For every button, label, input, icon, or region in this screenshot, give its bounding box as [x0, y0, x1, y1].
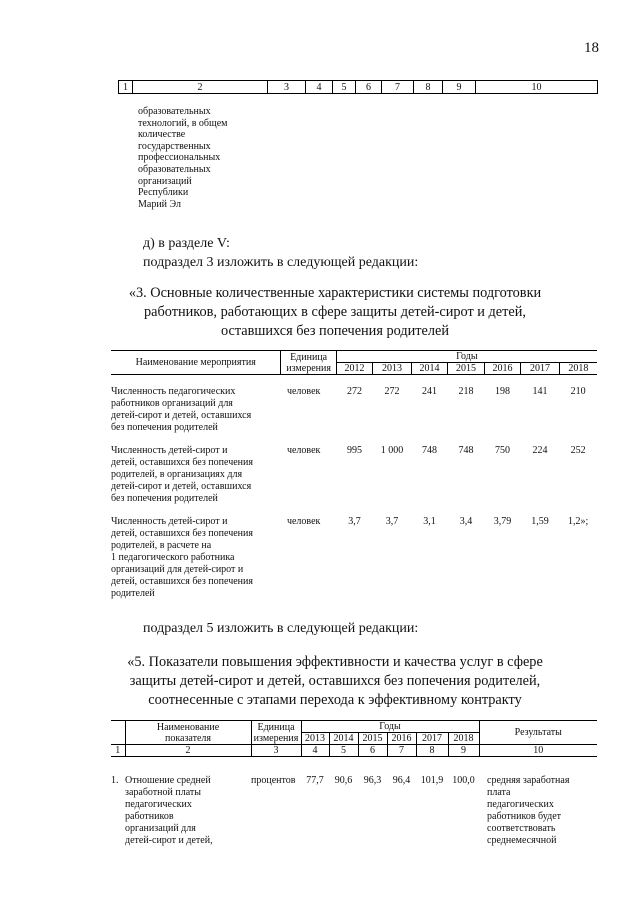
row-unit: человек: [286, 386, 321, 397]
heading-line: защиты детей-сирот и детей, оставшихся без попечения родителей,: [129, 673, 541, 689]
text-line: технологий, в общем: [138, 117, 228, 129]
header-name: Наименование показателя: [125, 721, 251, 745]
section-v-line: д) в разделе V:: [143, 236, 230, 251]
efficiency-indicators-table: [111, 720, 597, 847]
cell-value: 750: [495, 445, 510, 456]
text-line: государственных: [138, 140, 211, 152]
heading-line: оставшихся без попечения родителей: [220, 323, 450, 339]
cell-value: 3,7: [348, 516, 361, 527]
page-number: 18: [584, 40, 599, 56]
header-number-blank: [111, 721, 125, 745]
text-line: образовательных: [138, 163, 211, 175]
column-number: 3: [268, 81, 306, 94]
cell-value: 218: [458, 386, 474, 397]
column-number: 5: [333, 81, 356, 94]
cell-value: 77,7: [306, 775, 324, 786]
header-year: 2018: [559, 363, 597, 375]
column-number: 9: [443, 81, 476, 94]
text-line: Марий Эл: [138, 198, 181, 210]
header-year: 2015: [448, 363, 484, 375]
cell-value: 3,79: [493, 516, 512, 527]
header-year: 2016: [387, 733, 416, 745]
cell-value: 210: [570, 386, 586, 397]
cell-value: 224: [532, 445, 548, 456]
table-row: [111, 757, 597, 848]
text-line: количестве: [138, 129, 186, 141]
column-number: 7: [387, 745, 416, 757]
cell-value: 1 000: [380, 445, 404, 456]
row-name: Численность детей-сирот и детей, оставшихся без попечения родителей, в расчете на 1 педагогического работника организаций для детей-сирот и детей, оставшихся без попечения родителей: [111, 516, 253, 599]
row-unit: человек: [286, 516, 321, 527]
cell-value: 101,9: [420, 775, 444, 786]
header-unit: Единица измерения: [251, 721, 301, 745]
heading-line: работников, работающих в сфере защиты детей-сирот и детей,: [144, 304, 526, 320]
header-year: 2013: [301, 733, 329, 745]
cell-value: 100,0: [452, 775, 475, 786]
cell-value: 252: [570, 445, 586, 456]
cell-value: 90,6: [334, 775, 353, 786]
cell-value: 198: [495, 386, 510, 397]
cell-value: 241: [422, 386, 438, 397]
heading-line: «5. Показатели повышения эффективности и качества услуг в сфере: [127, 654, 543, 670]
column-number: 1: [111, 745, 125, 757]
column-number: 7: [382, 81, 414, 94]
header-year: 2015: [358, 733, 387, 745]
cell-value: 96,3: [363, 775, 382, 786]
column-number: 6: [358, 745, 387, 757]
header-year: 2012: [336, 363, 372, 375]
heading-line: «3. Основные количественные характеристики системы подготовки: [128, 285, 542, 301]
cell-value: 1,59: [531, 516, 549, 527]
cell-value: 272: [346, 386, 362, 397]
column-number: 1: [119, 81, 133, 94]
header-year: 2017: [416, 733, 448, 745]
row-name: Численность педагогических работников организаций для детей-сирот и детей, оставшихся без попечения родителей: [111, 386, 252, 433]
header-year: 2013: [373, 363, 412, 375]
header-years: Годы: [301, 721, 479, 733]
column-number: 6: [356, 81, 382, 94]
subsection3-intro: подраздел 3 изложить в следующей редакции:: [143, 255, 419, 270]
header-year: 2014: [411, 363, 447, 375]
column-number: 4: [301, 745, 329, 757]
row-result: средняя заработная плата педагогических работников будет соответствовать среднемесячной: [487, 775, 570, 846]
column-number: 10: [479, 745, 597, 757]
continuation-cell-text: [138, 106, 227, 210]
column-number: 4: [306, 81, 333, 94]
header-year: 2018: [448, 733, 479, 745]
row-number: 1.: [111, 775, 119, 786]
cell-value: 748: [422, 445, 438, 456]
header-results: Результаты: [479, 721, 597, 745]
column-number: 8: [416, 745, 448, 757]
subsection5-intro: подраздел 5 изложить в следующей редакции:: [143, 621, 419, 636]
row-name: Численность детей-сирот и детей, оставшихся без попечения родителей, в организациях для детей-сирот и детей, оставшихся без попечения родителей: [111, 445, 253, 504]
header-year: 2016: [484, 363, 520, 375]
text-line: организаций: [138, 175, 192, 187]
header-year: 2017: [521, 363, 560, 375]
row-unit: человек: [286, 445, 321, 456]
cell-value: 141: [532, 386, 548, 397]
column-number: 8: [414, 81, 443, 94]
column-number: 9: [448, 745, 479, 757]
table-row: [111, 505, 597, 600]
column-number: 2: [133, 81, 268, 94]
header-year: 2014: [329, 733, 358, 745]
cell-value: 3,1: [423, 516, 436, 527]
column-number: 3: [251, 745, 301, 757]
column-number-strip: [118, 80, 598, 94]
table-row: [111, 375, 597, 435]
text-line: профессиональных: [138, 152, 221, 164]
header-unit: Единица измерения: [281, 351, 336, 375]
cell-value: 3,7: [385, 516, 399, 527]
cell-value: 272: [384, 386, 400, 397]
heading-subsection-3: [100, 284, 570, 341]
cell-value: 748: [458, 445, 474, 456]
column-number: 10: [476, 81, 598, 94]
heading-line: соотнесенные с этапами перехода к эффективному контракту: [148, 692, 522, 708]
column-number: 5: [329, 745, 358, 757]
row-unit: процентов: [251, 775, 296, 786]
cell-value: 1,2»;: [568, 516, 589, 527]
heading-subsection-5: [100, 653, 570, 710]
header-name: Наименование мероприятия: [111, 351, 281, 375]
table-row: [111, 434, 597, 505]
cell-value: 3,4: [459, 516, 473, 527]
column-number: 2: [125, 745, 251, 757]
text-line: образовательных: [138, 106, 211, 117]
cell-value: 995: [346, 445, 362, 456]
header-years: Годы: [336, 351, 597, 363]
staff-characteristics-table: [111, 350, 597, 600]
text-line: Республики: [138, 187, 189, 199]
cell-value: 96,4: [392, 775, 411, 786]
row-name: Отношение средней заработной платы педагогических работников организаций для детей-сирот и детей,: [125, 775, 213, 846]
